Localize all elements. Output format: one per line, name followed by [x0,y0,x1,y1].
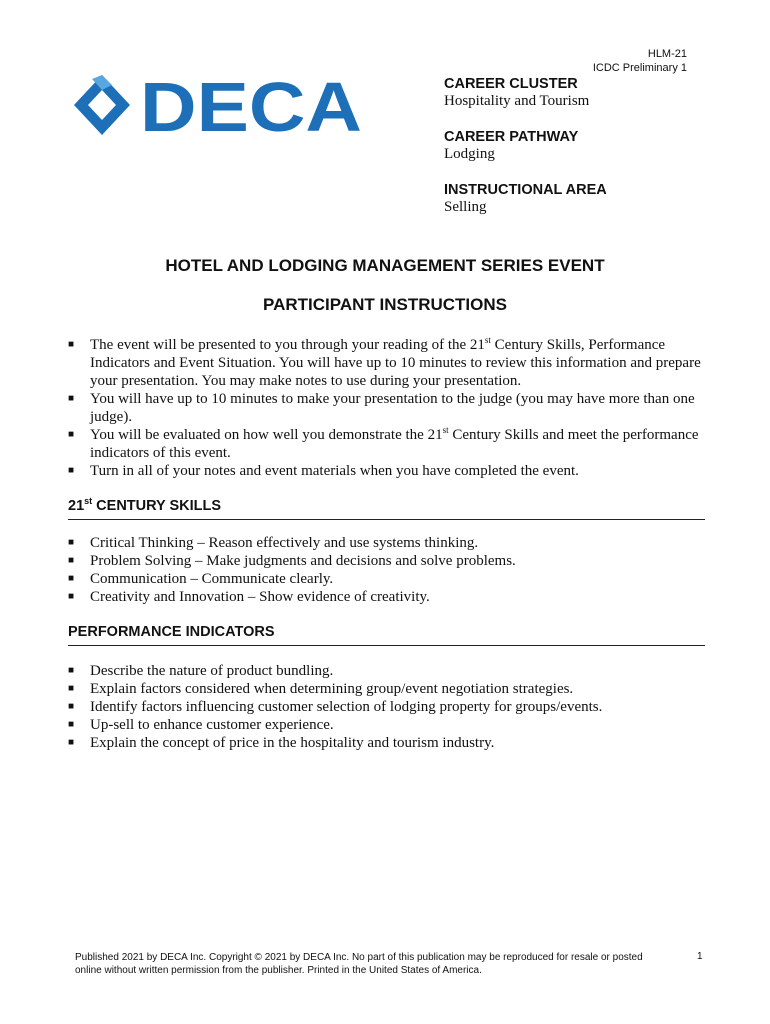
document-id [593,47,687,75]
list-item [68,680,708,698]
bullet-icon: ■ [68,429,75,440]
event-title: HOTEL AND LODGING MANAGEMENT SERIES EVENT [165,256,605,275]
instruction-text: Turn in all of your notes and event materials when you have completed the event. [90,463,579,479]
career-pathway-label: CAREER PATHWAY [444,129,579,145]
skill-text: Communication – Communicate clearly. [90,571,334,587]
indicator-text: Identify factors influencing customer selection of lodging property for groups/events. [90,699,603,715]
skill-text: Problem Solving – Make judgments and decisions and solve problems. [90,553,516,569]
career-pathway-value: Lodging [444,146,495,162]
indicator-text: Explain the concept of price in the hospitality and tourism industry. [90,735,495,751]
list-item [68,534,708,552]
bullet-icon: ■ [68,719,75,730]
list-item [68,426,708,462]
skill-text: Critical Thinking – Reason effectively and use systems thinking. [90,535,479,551]
indicator-text: Up-sell to enhance customer experience. [90,717,334,733]
document-stage: ICDC Preliminary 1 [592,62,687,74]
bullet-icon: ■ [68,393,75,404]
list-item [68,716,708,734]
instruction-text: Century Skills, Performance Indicators and Event Situation. You will have up to 10 minutes to review this information and prepare your presentation. You may make notes to use during your presentation. [90,337,701,389]
instruction-text: You will have up to 10 minutes to make your presentation to the judge (you may have more than one judge). [90,391,695,425]
bullet-icon: ■ [68,573,75,584]
logo-wordmark: DECA [140,73,362,137]
list-item [68,698,708,716]
ordinal-suffix: st [442,425,449,435]
bullet-icon: ■ [68,737,75,748]
event-metadata [444,76,744,235]
career-cluster-value: Hospitality and Tourism [444,93,590,109]
bullet-icon: ■ [68,683,75,694]
bullet-icon: ■ [68,465,75,476]
heading-number: 21 [68,498,85,514]
copyright-footer: Published 2021 by DECA Inc. Copyright © 2021 by DECA Inc. No part of this publication may be reproduced for resale or posted online without written permission from the publisher. Printed in the United States of America. [75,952,643,976]
diamond-emblem-icon [74,75,130,135]
skills-heading [68,498,705,520]
page-number: 1 [697,951,703,962]
instructional-area-value: Selling [444,199,487,215]
instruction-text: The event will be presented to you through your reading of the 21 [90,337,485,353]
heading-text: CENTURY SKILLS [92,498,222,514]
list-item [68,462,708,480]
bullet-icon: ■ [68,665,75,676]
ordinal-suffix: st [84,496,93,507]
career-cluster-label: CAREER CLUSTER [444,76,578,92]
list-item [68,734,708,752]
performance-indicators-list [68,662,708,752]
bullet-icon: ■ [68,339,75,350]
deca-logo [72,73,372,137]
instruction-text: Century Skills and meet the performance indicators of this event. [90,427,699,461]
ordinal-suffix: st [484,335,491,345]
bullet-icon: ■ [68,555,75,566]
bullet-icon: ■ [68,537,75,548]
list-item [68,336,708,390]
bullet-icon: ■ [68,701,75,712]
skills-list [68,534,708,606]
list-item [68,552,708,570]
skill-text: Creativity and Innovation – Show evidence of creativity. [90,589,430,605]
indicator-text: Explain factors considered when determining group/event negotiation strategies. [90,681,574,697]
instruction-text: You will be evaluated on how well you demonstrate the 21 [90,427,443,443]
bullet-icon: ■ [68,591,75,602]
list-item [68,570,708,588]
instructions-list [68,336,708,480]
performance-indicators-heading: PERFORMANCE INDICATORS [68,624,705,646]
list-item [68,390,708,426]
instructional-area-label: INSTRUCTIONAL AREA [444,182,607,198]
document-code: HLM-21 [647,48,687,60]
instructions-title: PARTICIPANT INSTRUCTIONS [263,295,507,314]
indicator-text: Describe the nature of product bundling. [90,663,334,679]
list-item [68,588,708,606]
list-item [68,662,708,680]
